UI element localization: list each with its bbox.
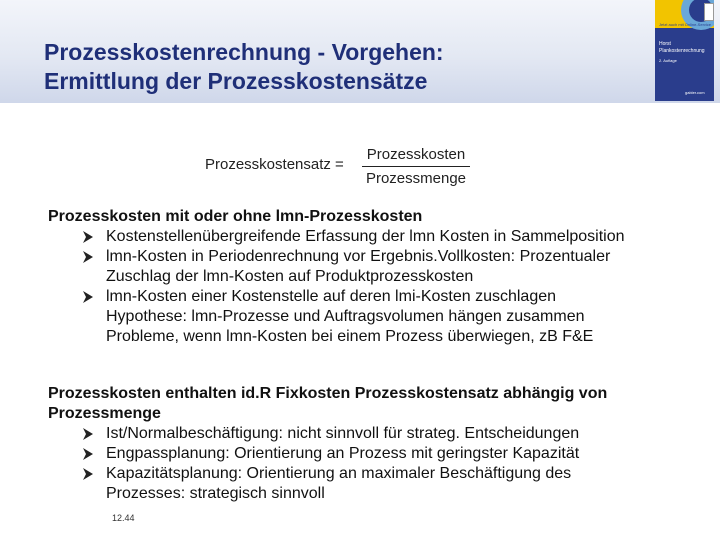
list-item (73, 247, 625, 287)
section-heading: Prozesskosten mit oder ohne lmn-Prozesskosten (48, 208, 423, 225)
list-item-text: lmn-Kosten einer Kostenstelle auf deren lmi-Kosten zuschlagen (106, 288, 557, 305)
list-item (73, 424, 607, 444)
arrowhead-bullet-icon (83, 448, 93, 460)
formula-numerator: Prozesskosten (366, 146, 466, 163)
list-item (73, 227, 625, 247)
book-cover-image (655, 0, 714, 101)
arrowhead-bullet-icon (83, 468, 93, 480)
list-item (73, 464, 607, 504)
cover-blurb: Jetzt auch mit Online-Service (659, 22, 712, 27)
list-item-text: Hypothese: lmn-Prozesse und Auftragsvolumen hängen zusammen (106, 308, 585, 325)
arrowhead-bullet-icon (83, 231, 93, 243)
cover-edition: 2. Auflage (659, 58, 677, 63)
list-item-text: Probleme, wenn lmn-Kosten bei einem Prozess überwiegen, zB F&E (106, 328, 594, 345)
list-item-text: Zuschlag der lmn-Kosten auf Produktprozesskosten (106, 268, 474, 285)
section-overhead-costs (48, 207, 625, 347)
slide-number: 12.44 (112, 513, 135, 523)
slide-title-line-2: Ermittlung der Prozesskostensätze (44, 68, 428, 94)
slide-title-line-1: Prozesskostenrechnung - Vorgehen: (44, 39, 444, 65)
bullet-list (48, 424, 607, 504)
cover-title-line-1: Horst (659, 41, 671, 47)
list-item-text: Engpassplanung: Orientierung an Prozess mit geringster Kapazität (106, 445, 580, 462)
arrowhead-bullet-icon (83, 251, 93, 263)
formula-fraction (362, 146, 470, 188)
section-heading: Prozesskosten enthalten id.R Fixkosten Prozesskostensatz abhängig von (48, 385, 608, 402)
slide-title (44, 38, 444, 96)
fraction-bar (362, 166, 470, 167)
list-item-text: Kapazitätsplanung: Orientierung an maximaler Beschäftigung des (106, 465, 572, 482)
section-heading: Prozessmenge (48, 405, 161, 422)
list-item (73, 287, 625, 347)
list-item (73, 444, 607, 464)
list-item-text: lmn-Kosten in Periodenrechnung vor Ergebnis.Vollkosten: Prozentualer (106, 248, 611, 265)
list-item-text: Ist/Normalbeschäftigung: nicht sinnvoll für strateg. Entscheidungen (106, 425, 580, 442)
list-item-text: Kostenstellenübergreifende Erfassung der lmn Kosten in Sammelposition (106, 228, 625, 245)
bullet-list (48, 227, 625, 347)
cover-publisher: gabler.com (685, 90, 705, 95)
cover-badge (704, 3, 714, 21)
arrowhead-bullet-icon (83, 291, 93, 303)
formula-denominator: Prozessmenge (365, 170, 467, 187)
cover-title-line-2: Plankostenrechnung (659, 48, 705, 54)
list-item-text: Prozesses: strategisch sinnvoll (106, 485, 325, 502)
arrowhead-bullet-icon (83, 428, 93, 440)
section-fixed-costs (48, 384, 607, 504)
formula-lhs: Prozesskostensatz = (205, 156, 344, 173)
